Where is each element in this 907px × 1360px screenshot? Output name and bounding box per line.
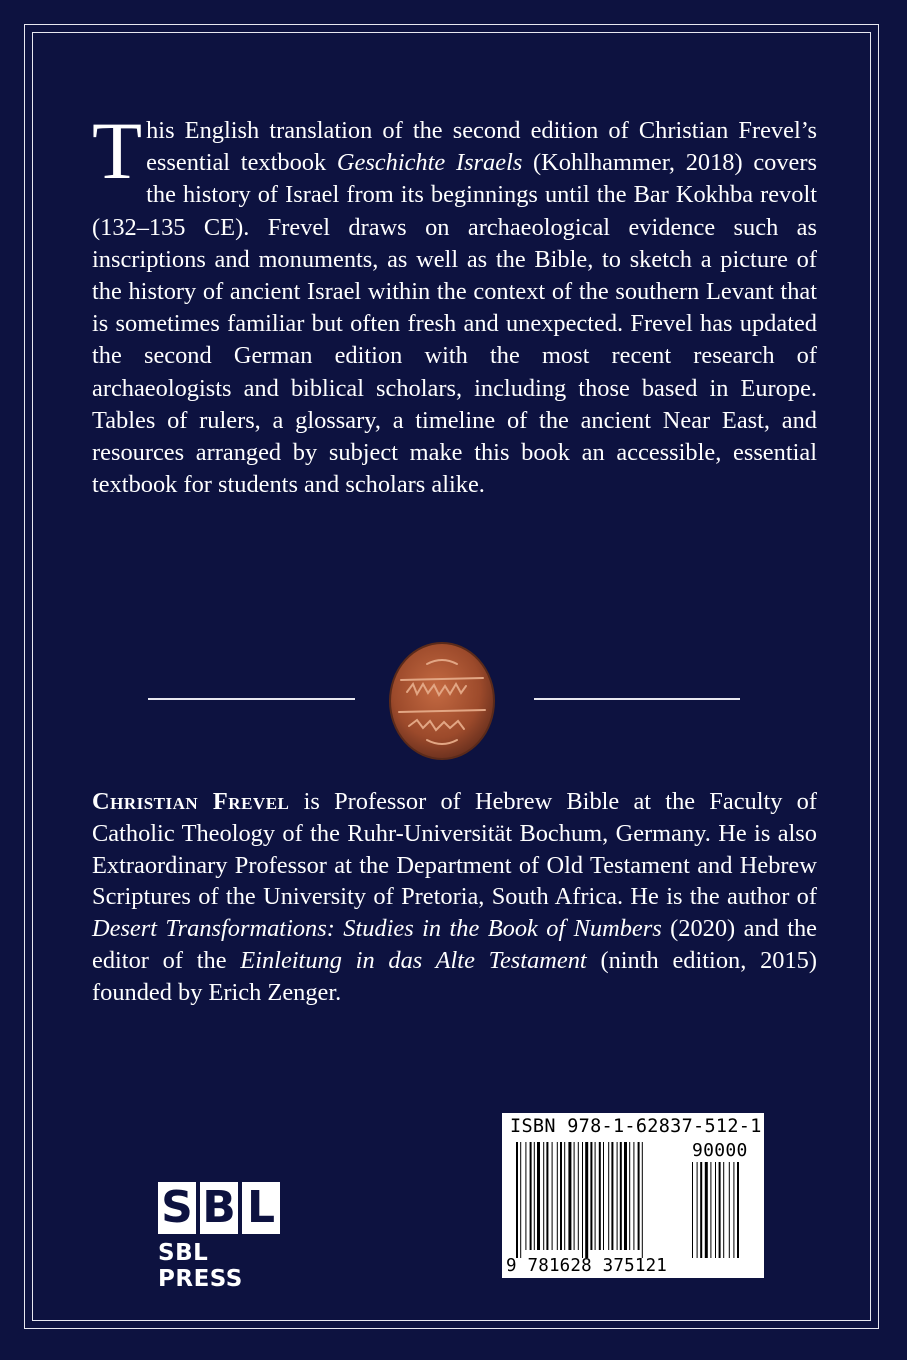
isbn-label: ISBN 978-1-62837-512-1 xyxy=(510,1116,762,1137)
barcode-bar xyxy=(617,1142,618,1250)
barcode-bar xyxy=(638,1142,640,1250)
barcode-bar xyxy=(611,1142,613,1250)
barcode-bar xyxy=(603,1142,604,1250)
barcode-bar xyxy=(595,1142,596,1250)
isbn-barcode xyxy=(502,1113,764,1278)
barcode-bar xyxy=(543,1142,544,1250)
author-name: Christian Frevel xyxy=(92,788,290,815)
logo-letter-s: S xyxy=(158,1182,196,1234)
description-text-2: (Kohlhammer, 2018) covers the history of Israel from its beginnings until the Bar Kokhba revolt (132–135 CE). Frevel draws on archaeological evidence such as inscriptions and monuments, as well as the Bible, to sketch a picture of the history of ancient Israel within the context of the southern Levant that is sometimes familiar but often fresh and unexpected. Frevel has updated the second German edition with the most recent research of archaeologists and biblical scholars, including those based in Europe. Tables of rulers, a glossary, a timeline of the ancient Near East, and resources arranged by subject make this book an accessible, essential textbook for students and scholars alike. xyxy=(92,149,817,499)
addon-bar xyxy=(705,1162,708,1258)
barcode-bar xyxy=(633,1142,634,1250)
ancient-seal-image xyxy=(387,640,497,762)
logo-letter-l: L xyxy=(242,1182,280,1234)
barcode-bar xyxy=(534,1142,535,1250)
barcode-bar xyxy=(582,1142,583,1258)
barcode-digits: 9 781628 375121 xyxy=(506,1256,668,1276)
barcode-bar xyxy=(516,1142,518,1258)
addon-bar xyxy=(700,1162,702,1258)
barcode-bar xyxy=(620,1142,622,1250)
bio-text-1: is Professor of Hebrew Bible at the Faculty of Catholic Theology of the Ruhr-Universität Bochum, Germany. He is also Extraordinary Professor at the Department of Old Testament and Hebrew Scriptures of the University of Pretoria, South Africa. He is the author of xyxy=(92,788,818,911)
barcode-bar xyxy=(560,1142,562,1250)
barcode-bars xyxy=(514,1142,754,1260)
barcode-bar xyxy=(557,1142,558,1250)
divider-right xyxy=(534,698,740,700)
barcode-bar xyxy=(599,1142,601,1250)
barcode-bar xyxy=(585,1142,588,1258)
addon-bar xyxy=(723,1162,724,1258)
addon-bar xyxy=(737,1162,739,1258)
barcode-bar xyxy=(574,1142,575,1250)
barcode-bar xyxy=(552,1142,553,1250)
author-biography xyxy=(92,786,817,1009)
barcode-bar xyxy=(608,1142,609,1250)
bio-text-2: (2020) and the editor of the xyxy=(92,915,817,974)
description-text-1: his English translation of the second edition of Christian Frevel’s essential textbook xyxy=(146,117,817,177)
addon-bar xyxy=(729,1162,730,1258)
addon-bar xyxy=(692,1162,693,1258)
barcode-bar xyxy=(546,1142,548,1250)
barcode-bar xyxy=(624,1142,627,1250)
barcode-bar xyxy=(564,1142,565,1250)
book-2-title: Einleitung in das Alte Testament xyxy=(240,946,587,974)
addon-bar xyxy=(733,1162,734,1258)
barcode-bar xyxy=(520,1142,521,1258)
barcode-bar xyxy=(629,1142,630,1250)
barcode-bar xyxy=(537,1142,540,1250)
addon-bar xyxy=(710,1162,711,1258)
book-title-italic: Geschichte Israels xyxy=(336,149,523,177)
barcode-bar xyxy=(642,1142,643,1258)
book-1-title: Desert Transformations: Studies in the Book of Numbers xyxy=(92,915,662,943)
addon-bar xyxy=(719,1162,721,1258)
publisher-name: SBL PRESS xyxy=(158,1240,243,1292)
price-code: 90000 xyxy=(692,1140,748,1161)
logo-letter-b: B xyxy=(200,1182,238,1234)
book-description xyxy=(92,105,817,501)
addon-bar xyxy=(697,1162,698,1258)
barcode-bar xyxy=(590,1142,592,1250)
sbl-press-logo xyxy=(158,1182,286,1292)
drop-cap: T xyxy=(92,105,143,196)
barcode-bar xyxy=(525,1142,526,1250)
barcode-bar xyxy=(530,1142,532,1250)
barcode-bar xyxy=(578,1142,579,1250)
divider-left xyxy=(148,698,355,700)
barcode-bar xyxy=(568,1142,571,1250)
bio-text-3: (ninth edition, 2015) founded by Erich Zenger. xyxy=(92,946,817,1006)
addon-bar xyxy=(715,1162,716,1258)
